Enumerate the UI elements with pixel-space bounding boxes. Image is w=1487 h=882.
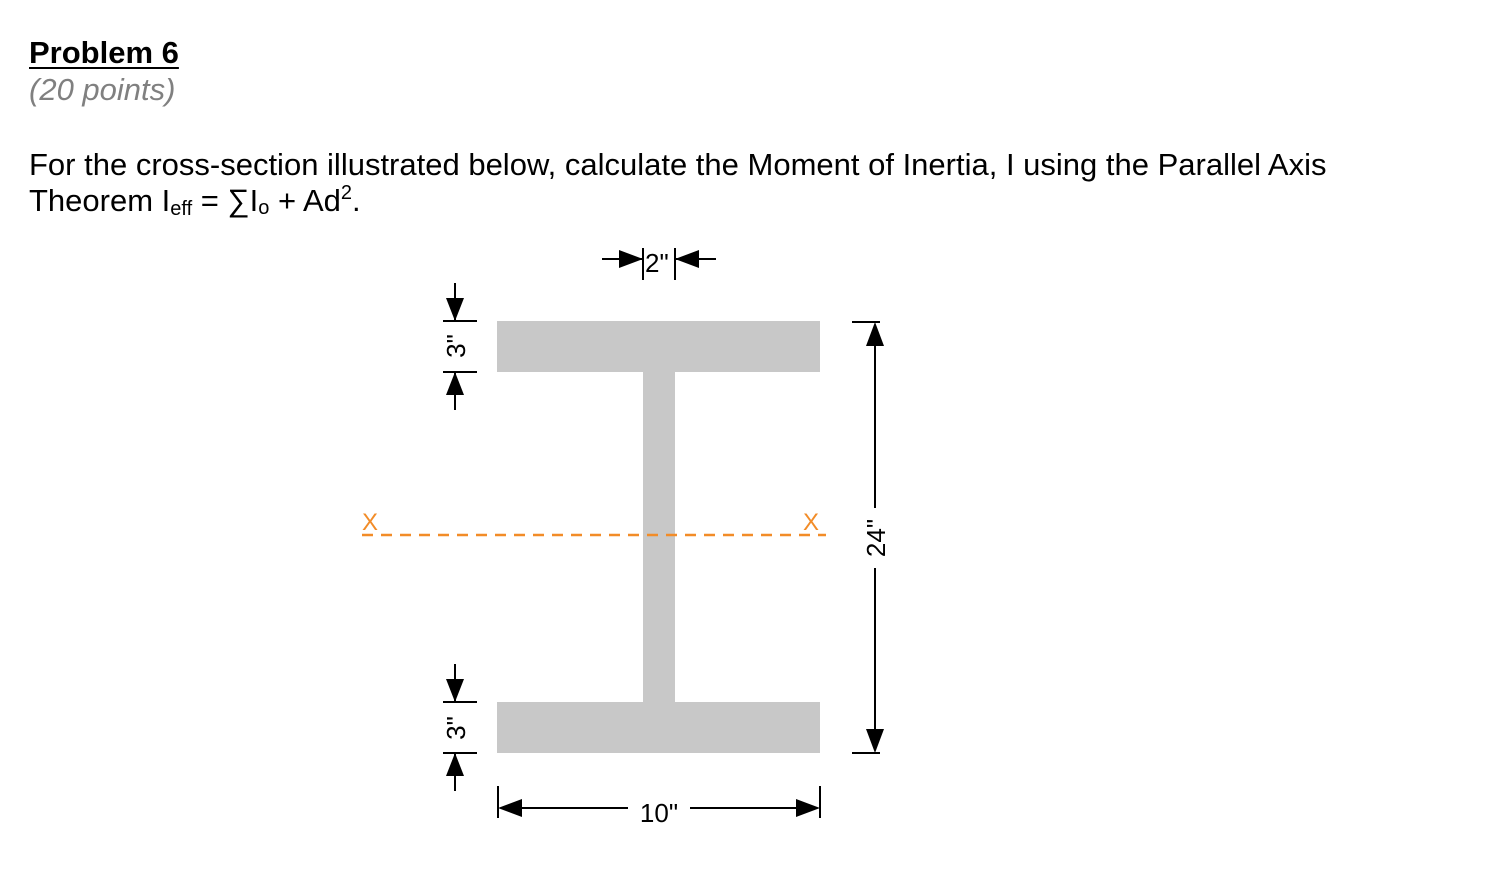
eff-subscript: eff bbox=[170, 198, 193, 220]
problem-points: (20 points) bbox=[29, 72, 176, 107]
axis-label-left: X bbox=[362, 509, 379, 536]
prompt-text: For the cross-section illustrated below, calculate the Moment of Inertia, I using the Parallel Axis Theorem I bbox=[29, 147, 1327, 218]
web-width-label: 2" bbox=[645, 248, 669, 278]
problem-title: Problem 6 bbox=[29, 35, 179, 70]
prompt-plus-ad: + Ad bbox=[269, 183, 341, 218]
flange-width-label: 10" bbox=[639, 798, 679, 828]
bottom-flange-label: 3" bbox=[441, 716, 471, 740]
top-flange bbox=[497, 321, 820, 372]
total-height-label: 24" bbox=[861, 518, 891, 558]
prompt-equals-sum: = ∑I bbox=[192, 183, 259, 218]
squared-superscript: 2 bbox=[340, 182, 352, 204]
i-beam-section bbox=[497, 321, 820, 753]
o-subscript: o bbox=[258, 197, 270, 219]
prompt-period: . bbox=[352, 183, 361, 218]
top-flange-label: 3" bbox=[441, 334, 471, 358]
axis-label-right: X bbox=[803, 509, 820, 536]
bottom-flange bbox=[497, 702, 820, 753]
web bbox=[643, 372, 675, 702]
